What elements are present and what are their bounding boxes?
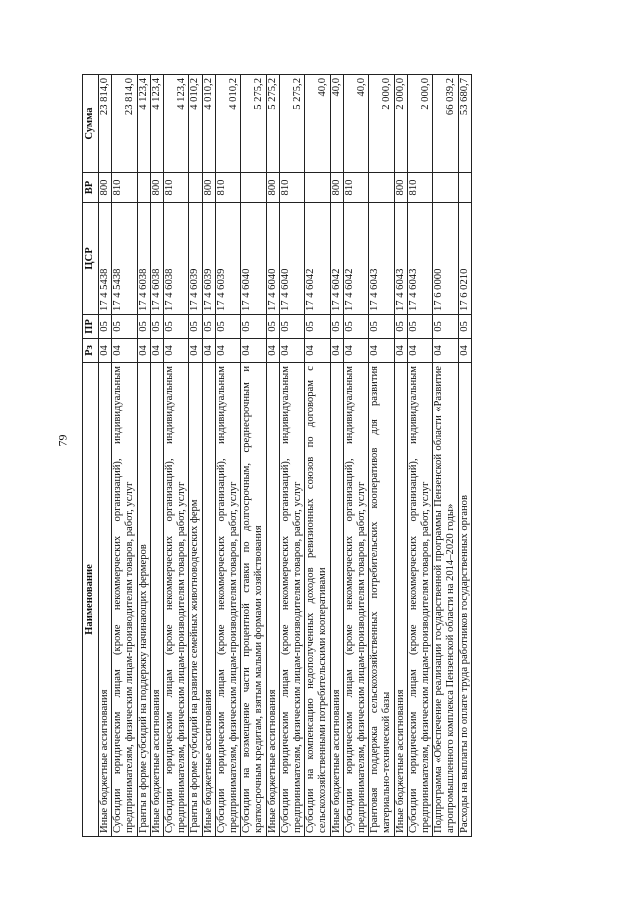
- header-csr: ЦСР: [83, 203, 99, 315]
- cell-rz: 04: [215, 339, 240, 363]
- cell-csr: 17 4 6040: [241, 203, 266, 315]
- cell-sum: 23 814,0: [112, 75, 137, 173]
- table-row: [150, 75, 163, 837]
- cell-name: Подпрограмма «Обеспечение реализации государственной программы Пензенской области «Развитие агропромышленного комплекса Пензенской области на 2014–2020 годы»: [433, 363, 458, 837]
- cell-pr: 05: [137, 315, 150, 339]
- cell-sum: 66 039,2: [433, 75, 458, 173]
- cell-vr: 800: [202, 173, 215, 203]
- cell-csr: 17 4 6042: [330, 203, 343, 315]
- cell-csr: 17 4 6043: [369, 203, 394, 315]
- cell-vr: 810: [215, 173, 240, 203]
- cell-sum: 40,0: [305, 75, 330, 173]
- cell-vr: 800: [394, 173, 407, 203]
- cell-pr: 05: [433, 315, 458, 339]
- cell-rz: 04: [266, 339, 279, 363]
- cell-name: Иные бюджетные ассигнования: [266, 363, 279, 837]
- cell-rz: 04: [305, 339, 330, 363]
- cell-name: Субсидии на возмещение части процентной ставки по долгосрочным, среднесрочным и краткосрочным кредитам, взятым малыми формами хозяйствования: [241, 363, 266, 837]
- cell-pr: 05: [266, 315, 279, 339]
- table-row: [137, 75, 150, 837]
- table-row: [407, 75, 432, 837]
- cell-pr: 05: [215, 315, 240, 339]
- cell-name: Гранты в форме субсидий на поддержку начинающих фермеров: [137, 363, 150, 837]
- table-row: [394, 75, 407, 837]
- cell-rz: 04: [279, 339, 304, 363]
- cell-sum: 4 123,4: [164, 75, 189, 173]
- header-pr: ПР: [83, 315, 99, 339]
- table-row: [266, 75, 279, 837]
- cell-sum: 2 000,0: [394, 75, 407, 173]
- rotated-table-container: [82, 75, 610, 837]
- cell-csr: 17 4 6039: [215, 203, 240, 315]
- cell-name: Иные бюджетные ассигнования: [394, 363, 407, 837]
- table-row: [305, 75, 330, 837]
- cell-vr: [241, 173, 266, 203]
- cell-pr: 05: [241, 315, 266, 339]
- cell-vr: [305, 173, 330, 203]
- cell-sum: 53 680,7: [458, 75, 471, 173]
- cell-vr: 810: [164, 173, 189, 203]
- cell-vr: [137, 173, 150, 203]
- table-row: [164, 75, 189, 837]
- cell-rz: 04: [137, 339, 150, 363]
- table-row: [458, 75, 471, 837]
- cell-vr: 810: [407, 173, 432, 203]
- cell-rz: 04: [99, 339, 112, 363]
- cell-sum: 2 000,0: [369, 75, 394, 173]
- table-row: [189, 75, 202, 837]
- cell-sum: 2 000,0: [407, 75, 432, 173]
- cell-rz: 04: [150, 339, 163, 363]
- cell-pr: 05: [112, 315, 137, 339]
- cell-sum: 4 123,4: [137, 75, 150, 173]
- table-row: [241, 75, 266, 837]
- cell-rz: 04: [112, 339, 137, 363]
- cell-csr: 17 4 6042: [343, 203, 368, 315]
- cell-csr: 17 4 6040: [279, 203, 304, 315]
- table-row: [202, 75, 215, 837]
- cell-name: Расходы на выплаты по оплате труда работников государственных органов: [458, 363, 471, 837]
- cell-name: Субсидии юридическим лицам (кроме некоммерческих организаций), индивидуальным предпринимателям, физическим лицам-производителям товаров, работ, услуг: [279, 363, 304, 837]
- cell-csr: 17 4 6043: [394, 203, 407, 315]
- cell-vr: [369, 173, 394, 203]
- cell-vr: 810: [112, 173, 137, 203]
- table-row: [99, 75, 112, 837]
- cell-csr: 17 4 6038: [164, 203, 189, 315]
- cell-vr: 800: [150, 173, 163, 203]
- table-row: [343, 75, 368, 837]
- cell-csr: 17 4 6040: [266, 203, 279, 315]
- cell-name: Иные бюджетные ассигнования: [202, 363, 215, 837]
- cell-csr: 17 6 0000: [433, 203, 458, 315]
- cell-pr: 05: [279, 315, 304, 339]
- table-header-row: [83, 75, 99, 837]
- cell-pr: 05: [407, 315, 432, 339]
- cell-sum: 5 275,2: [279, 75, 304, 173]
- cell-csr: 17 4 6038: [150, 203, 163, 315]
- cell-rz: 04: [330, 339, 343, 363]
- cell-name: Субсидии на компенсацию недополученных доходов ревизионных союзов по договорам с сельскохозяйственными потребительскими кооперативами: [305, 363, 330, 837]
- cell-rz: 04: [394, 339, 407, 363]
- cell-name: Субсидии юридическим лицам (кроме некоммерческих организаций), индивидуальным предпринимателям, физическим лицам-производителям товаров, работ, услуг: [343, 363, 368, 837]
- header-name: Наименование: [83, 363, 99, 837]
- cell-csr: 17 4 6039: [189, 203, 202, 315]
- cell-rz: 04: [343, 339, 368, 363]
- table-body: [99, 75, 472, 837]
- cell-csr: 17 4 5438: [99, 203, 112, 315]
- cell-sum: 4 010,2: [202, 75, 215, 173]
- cell-pr: 05: [458, 315, 471, 339]
- table-row: [433, 75, 458, 837]
- cell-csr: 17 4 6039: [202, 203, 215, 315]
- cell-pr: 05: [99, 315, 112, 339]
- cell-rz: 04: [241, 339, 266, 363]
- cell-pr: 05: [369, 315, 394, 339]
- cell-rz: 04: [407, 339, 432, 363]
- cell-name: Субсидии юридическим лицам (кроме некоммерческих организаций), индивидуальным предпринимателям, физическим лицам-производителям товаров, работ, услуг: [407, 363, 432, 837]
- cell-rz: 04: [369, 339, 394, 363]
- cell-pr: 05: [330, 315, 343, 339]
- cell-vr: [189, 173, 202, 203]
- cell-pr: 05: [343, 315, 368, 339]
- cell-rz: 04: [433, 339, 458, 363]
- cell-vr: 800: [330, 173, 343, 203]
- table-row: [112, 75, 137, 837]
- cell-sum: 5 275,2: [266, 75, 279, 173]
- cell-sum: 4 010,2: [189, 75, 202, 173]
- cell-pr: 05: [189, 315, 202, 339]
- cell-pr: 05: [164, 315, 189, 339]
- budget-table: [82, 74, 472, 837]
- cell-rz: 04: [202, 339, 215, 363]
- cell-pr: 05: [202, 315, 215, 339]
- cell-csr: 17 4 6042: [305, 203, 330, 315]
- cell-rz: 04: [164, 339, 189, 363]
- cell-vr: 810: [343, 173, 368, 203]
- table-row: [215, 75, 240, 837]
- page-number: 79: [55, 434, 70, 447]
- cell-csr: 17 4 6043: [407, 203, 432, 315]
- cell-sum: 40,0: [330, 75, 343, 173]
- cell-name: Иные бюджетные ассигнования: [150, 363, 163, 837]
- header-sum: Сумма: [83, 75, 99, 173]
- cell-name: Субсидии юридическим лицам (кроме некоммерческих организаций), индивидуальным предпринимателям, физическим лицам-производителям товаров, работ, услуг: [215, 363, 240, 837]
- header-vr: ВР: [83, 173, 99, 203]
- cell-name: Иные бюджетные ассигнования: [99, 363, 112, 837]
- cell-sum: 5 275,2: [241, 75, 266, 173]
- cell-pr: 05: [150, 315, 163, 339]
- cell-sum: 4 123,4: [150, 75, 163, 173]
- header-rz: Рз: [83, 339, 99, 363]
- cell-name: Иные бюджетные ассигнования: [330, 363, 343, 837]
- cell-csr: 17 4 5438: [112, 203, 137, 315]
- cell-rz: 04: [189, 339, 202, 363]
- table-row: [330, 75, 343, 837]
- cell-sum: 23 814,0: [99, 75, 112, 173]
- cell-rz: 04: [458, 339, 471, 363]
- cell-name: Гранты в форме субсидий на развитие семейных животноводческих ферм: [189, 363, 202, 837]
- cell-csr: 17 6 0210: [458, 203, 471, 315]
- table-row: [369, 75, 394, 837]
- cell-pr: 05: [394, 315, 407, 339]
- cell-name: Субсидии юридическим лицам (кроме некоммерческих организаций), индивидуальным предпринимателям, физическим лицам-производителям товаров, работ, услуг: [112, 363, 137, 837]
- cell-vr: 800: [266, 173, 279, 203]
- cell-vr: 810: [279, 173, 304, 203]
- cell-name: Субсидии юридическим лицам (кроме некоммерческих организаций), индивидуальным предпринимателям, физическим лицам-производителям товаров, работ, услуг: [164, 363, 189, 837]
- cell-pr: 05: [305, 315, 330, 339]
- cell-name: Грантовая поддержка сельскохозяйственных потребительских кооперативов для развития материально-технической базы: [369, 363, 394, 837]
- table-row: [279, 75, 304, 837]
- cell-vr: [433, 173, 458, 203]
- cell-vr: 800: [99, 173, 112, 203]
- cell-csr: 17 4 6038: [137, 203, 150, 315]
- cell-vr: [458, 173, 471, 203]
- cell-sum: 40,0: [343, 75, 368, 173]
- cell-sum: 4 010,2: [215, 75, 240, 173]
